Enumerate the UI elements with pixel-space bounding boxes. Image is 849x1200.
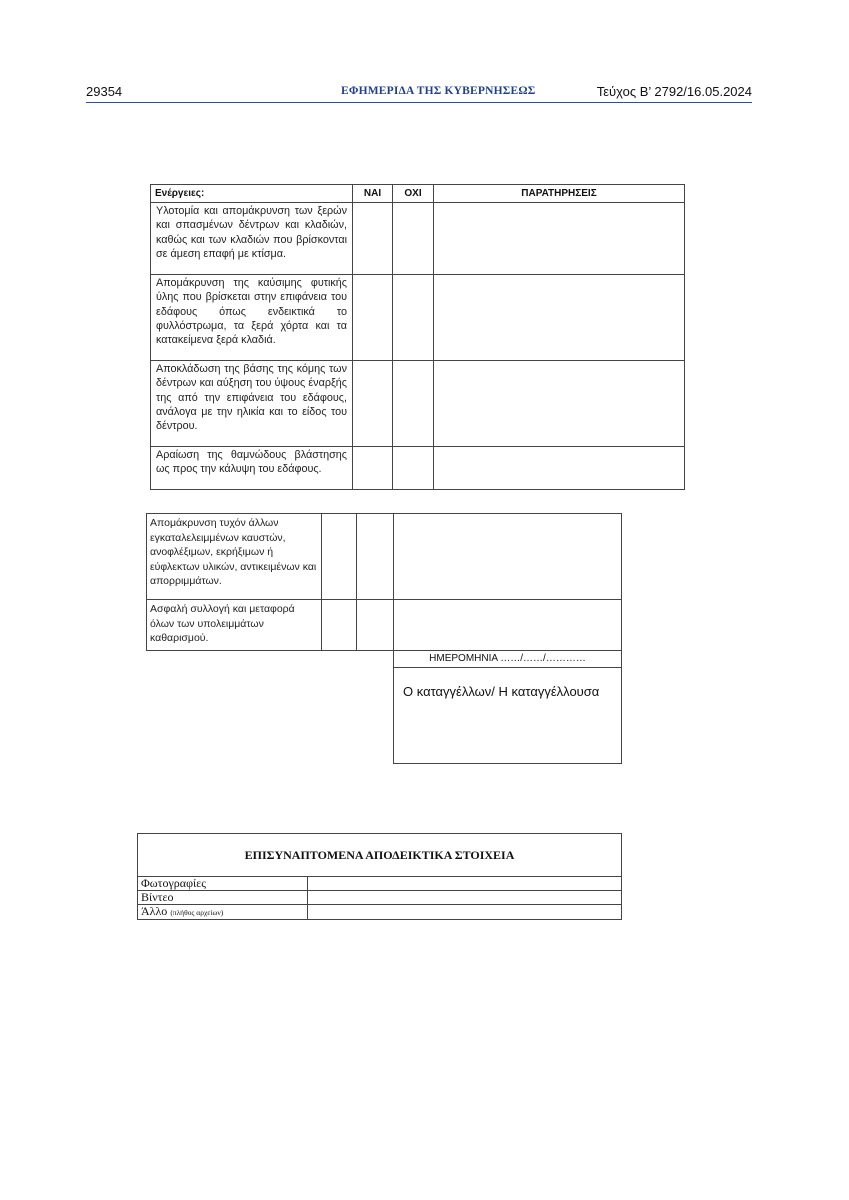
- yes-cell[interactable]: [353, 361, 393, 447]
- publication-title: ΕΦΗΜΕΡΙΔΑ ΤΗΣ ΚΥΒΕΡΝΗΣΕΩΣ: [341, 85, 536, 97]
- action-text: Αποκλάδωση της βάσης της κόμης των δέντρων και αύξηση του ύψους έναρξής της από την επιφάνεια του εδάφους, ανάλογα με την ηλικία και το είδος του δέντρου.: [156, 363, 347, 433]
- evidence-value-video[interactable]: [308, 891, 622, 905]
- action-text: Αραίωση της θαμνώδους βλάστησης ως προς την κάλυψη του εδάφους.: [156, 449, 347, 476]
- evidence-other-label: Άλλο: [141, 904, 168, 918]
- evidence-label-video: Βίντεο: [138, 891, 308, 905]
- yes-cell[interactable]: [353, 203, 393, 275]
- page-header: [86, 84, 752, 104]
- evidence-table: [137, 833, 622, 920]
- signature-box: [393, 651, 622, 764]
- actions-table-continued: [146, 513, 622, 651]
- action-text: Ασφαλή συλλογή και μεταφορά όλων των υπολειμμάτων καθαρισμού.: [150, 603, 295, 644]
- evidence-title-row: [138, 834, 622, 877]
- table-row: [147, 514, 622, 600]
- column-header-remarks: ΠΑΡΑΤΗΡΗΣΕΙΣ: [434, 185, 685, 203]
- column-header-actions: Ενέργειες:: [151, 185, 353, 203]
- evidence-other-note: (πλήθος αρχείων): [170, 908, 224, 917]
- table-row: [151, 203, 685, 275]
- evidence-label-photos: Φωτογραφίες: [138, 877, 308, 891]
- no-cell[interactable]: [357, 514, 394, 600]
- table-row: [151, 447, 685, 490]
- no-cell[interactable]: [393, 275, 434, 361]
- remarks-cell[interactable]: [434, 275, 685, 361]
- table-row: [151, 361, 685, 447]
- column-header-yes: ΝΑΙ: [353, 185, 393, 203]
- column-header-no: ΟΧΙ: [393, 185, 434, 203]
- table-row: [147, 600, 622, 651]
- remarks-cell[interactable]: [434, 447, 685, 490]
- no-cell[interactable]: [393, 203, 434, 275]
- actions-table: [150, 184, 685, 490]
- table-row: [138, 891, 622, 905]
- action-text: Απομάκρυνση της καύσιμης φυτικής ύλης που βρίσκεται στην επιφάνεια του εδάφους όπως ενδεικτικά το φυλλόστρωμα, τα ξερά χόρτα και τα κατακείμενα ξερά κλαδιά.: [156, 277, 347, 347]
- no-cell[interactable]: [393, 447, 434, 490]
- yes-cell[interactable]: [322, 514, 357, 600]
- no-cell[interactable]: [357, 600, 394, 651]
- header-divider: [86, 102, 752, 103]
- page-number: 29354: [86, 84, 123, 99]
- remarks-cell[interactable]: [394, 600, 622, 651]
- remarks-cell[interactable]: [434, 361, 685, 447]
- table-row: [138, 877, 622, 891]
- action-text: Απομάκρυνση τυχόν άλλων εγκαταλελειμμένων καυστών, ανοφλέξιμων, εκρήξιμων ή εύφλεκτων υλικών, αντικειμένων και απορριμμάτων.: [150, 517, 317, 587]
- table-row: [138, 905, 622, 920]
- yes-cell[interactable]: [322, 600, 357, 651]
- action-text: Υλοτομία και απομάκρυνση των ξερών και σπασμένων δέντρων και κλαδιών, καθώς και των κλαδιών που βρίσκονται σε άμεση επαφή με κτίσμα.: [156, 205, 347, 260]
- yes-cell[interactable]: [353, 447, 393, 490]
- evidence-value-other[interactable]: [308, 905, 622, 920]
- remarks-cell[interactable]: [394, 514, 622, 600]
- table-row: [151, 275, 685, 361]
- yes-cell[interactable]: [353, 275, 393, 361]
- evidence-title: ΕΠΙΣΥΝΑΠΤΟΜΕΝΑ ΑΠΟΔΕΙΚΤΙΚΑ ΣΤΟΙΧΕΙΑ: [138, 834, 622, 877]
- date-field[interactable]: ΗΜΕΡΟΜΗΝΙΑ ……/……/…………: [394, 651, 621, 668]
- evidence-value-photos[interactable]: [308, 877, 622, 891]
- evidence-label-other: [138, 905, 308, 920]
- no-cell[interactable]: [393, 361, 434, 447]
- signer-label: Ο καταγγέλλων/ Η καταγγέλλουσα: [403, 684, 600, 699]
- issue-reference: Τεύχος Β’ 2792/16.05.2024: [596, 84, 752, 99]
- table-header-row: [151, 185, 685, 203]
- remarks-cell[interactable]: [434, 203, 685, 275]
